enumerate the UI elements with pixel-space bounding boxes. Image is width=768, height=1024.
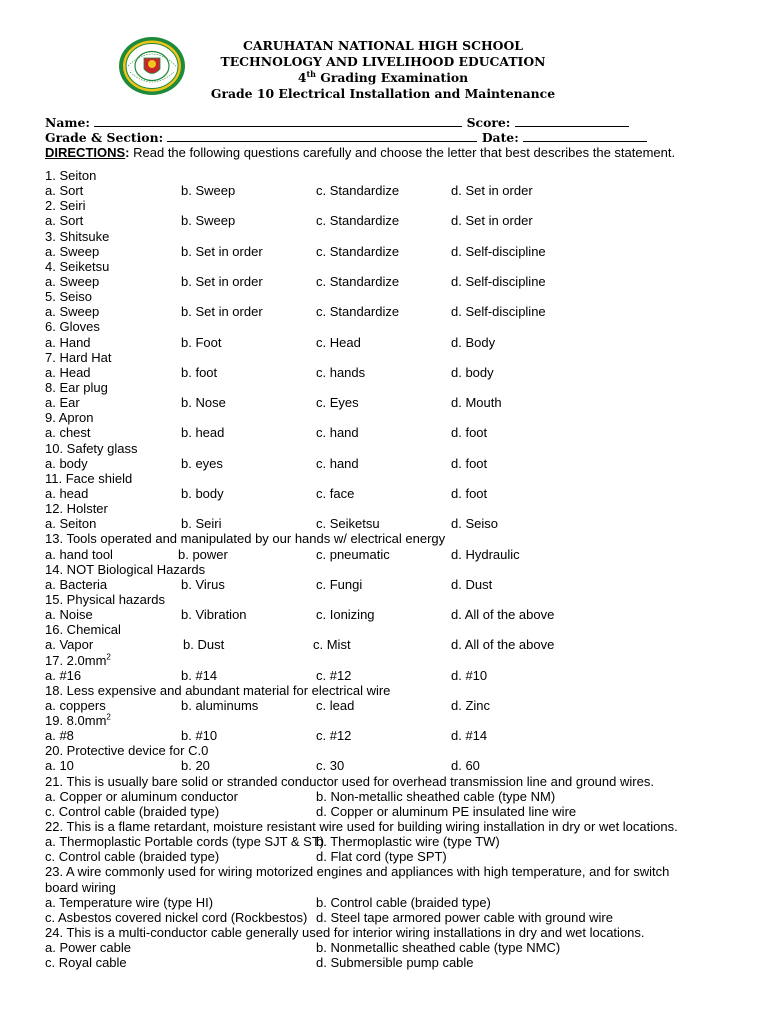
question-line bbox=[45, 229, 745, 244]
question-line bbox=[45, 441, 745, 456]
answer-choice[interactable]: a. Sweep bbox=[45, 273, 100, 289]
answer-choice[interactable]: b. foot bbox=[181, 364, 218, 380]
question-line bbox=[45, 531, 745, 546]
choice-row bbox=[45, 365, 745, 380]
answer-choice[interactable]: c. hands bbox=[316, 364, 366, 380]
answer-choice[interactable]: d. foot bbox=[451, 455, 488, 471]
grade-section-field[interactable] bbox=[167, 130, 477, 142]
exam-title-rest: Grading Examination bbox=[315, 70, 469, 85]
choice-row bbox=[45, 304, 745, 319]
question-text: 15. Physical hazards bbox=[45, 591, 165, 607]
date-field[interactable] bbox=[523, 130, 647, 142]
directions-colon: : bbox=[125, 145, 130, 160]
choice-row bbox=[45, 728, 745, 743]
choice-row bbox=[45, 637, 745, 652]
name-score-row bbox=[45, 115, 629, 130]
choice-row bbox=[45, 547, 745, 562]
answer-choice[interactable]: b. Non-metallic sheathed cable (type NM) bbox=[316, 788, 556, 804]
answer-choice[interactable]: b. body bbox=[181, 485, 224, 501]
question-line bbox=[45, 562, 745, 577]
answer-choice[interactable]: a. coppers bbox=[45, 697, 106, 713]
answer-choice[interactable]: b. aluminums bbox=[181, 697, 259, 713]
answer-choice[interactable]: d. Self-discipline bbox=[451, 243, 546, 259]
answer-choice[interactable]: d. #10 bbox=[451, 667, 488, 683]
choice-row bbox=[45, 804, 745, 819]
answer-choice[interactable]: c. Royal cable bbox=[45, 955, 127, 971]
question-line bbox=[45, 622, 745, 637]
question-text: 6. Gloves bbox=[45, 319, 100, 335]
exam-ordinal: 4 bbox=[297, 70, 307, 85]
answer-choice[interactable]: c. Fungi bbox=[316, 576, 363, 592]
answer-choice[interactable]: a. Hand bbox=[45, 334, 91, 350]
question-text: 4. Seiketsu bbox=[45, 258, 110, 274]
answer-choice[interactable]: b. Seiri bbox=[181, 516, 222, 532]
answer-choice[interactable]: b. Virus bbox=[181, 576, 225, 592]
answer-choice[interactable]: a. chest bbox=[45, 425, 91, 441]
question-line bbox=[45, 410, 745, 425]
answer-choice[interactable]: d. Copper or aluminum PE insulated line wire bbox=[316, 803, 577, 819]
choice-row bbox=[45, 486, 745, 501]
answer-choice[interactable]: a. body bbox=[45, 455, 88, 471]
question-line bbox=[45, 289, 745, 304]
choice-row bbox=[45, 834, 745, 849]
answer-choice[interactable]: a. Copper or aluminum conductor bbox=[45, 788, 238, 804]
answer-choice[interactable]: b. 20 bbox=[181, 758, 210, 774]
answer-choice[interactable]: c. Eyes bbox=[316, 395, 359, 411]
superscript: 2 bbox=[106, 712, 111, 722]
answer-choice[interactable]: b. Dust bbox=[183, 637, 225, 653]
question-text: 2. Seiri bbox=[45, 198, 86, 214]
answer-choice[interactable]: c. #12 bbox=[316, 728, 352, 744]
question-line bbox=[45, 864, 745, 879]
answer-choice[interactable]: a. Sweep bbox=[45, 304, 100, 320]
answer-choice[interactable]: a. Power cable bbox=[45, 940, 131, 956]
answer-choice[interactable]: c. Standardize bbox=[316, 183, 400, 199]
date-label: Date: bbox=[481, 130, 519, 145]
directions-text: Read the following questions carefully and choose the letter that best describes the statement. bbox=[129, 145, 676, 160]
question-text: 5. Seiso bbox=[45, 289, 92, 305]
question-text: 23. A wire commonly used for wiring motorized engines and appliances with high temperature, and for switch bbox=[45, 864, 670, 880]
answer-choice[interactable]: d. Self-discipline bbox=[451, 273, 546, 289]
choice-row bbox=[45, 789, 745, 804]
answer-choice[interactable]: c. Standardize bbox=[316, 273, 400, 289]
answer-choice[interactable]: c. Seiketsu bbox=[316, 516, 380, 532]
question-line bbox=[45, 653, 745, 668]
question-text: 22. This is a flame retardant, moisture resistant wire used for building wiring installation in dry or wet locations. bbox=[45, 819, 678, 835]
answer-choice[interactable]: a. #8 bbox=[45, 728, 74, 744]
answer-choice[interactable]: d. All of the above bbox=[451, 637, 555, 653]
answer-choice[interactable]: a. 10 bbox=[45, 758, 74, 774]
question-text: 9. Apron bbox=[45, 410, 94, 426]
question-line bbox=[45, 713, 745, 728]
answer-choice[interactable]: a. Bacteria bbox=[45, 576, 108, 592]
answer-choice[interactable]: b. Control cable (braided type) bbox=[316, 894, 491, 910]
answer-choice[interactable]: d. Body bbox=[451, 334, 496, 350]
question-line bbox=[45, 501, 745, 516]
answer-choice[interactable]: c. Mist bbox=[313, 637, 351, 653]
answer-choice[interactable]: c. #12 bbox=[316, 667, 352, 683]
answer-choice[interactable]: a. hand tool bbox=[45, 546, 113, 562]
question-text: 10. Safety glass bbox=[45, 440, 138, 456]
answer-choice[interactable]: b. Sweep bbox=[181, 183, 236, 199]
grade-date-row bbox=[45, 130, 647, 145]
question-text: 14. NOT Biological Hazards bbox=[45, 561, 206, 577]
answer-choice[interactable]: b. Nonmetallic sheathed cable (type NMC) bbox=[316, 940, 561, 956]
choice-row bbox=[45, 244, 745, 259]
question-line bbox=[45, 319, 745, 334]
answer-choice[interactable]: d. Submersible pump cable bbox=[316, 955, 474, 971]
answer-choice[interactable]: c. Standardize bbox=[316, 213, 400, 229]
question-list bbox=[45, 168, 745, 970]
choice-row bbox=[45, 456, 745, 471]
answer-choice[interactable]: d. Self-discipline bbox=[451, 304, 546, 320]
answer-choice[interactable]: c. Standardize bbox=[316, 243, 400, 259]
answer-choice[interactable]: c. 30 bbox=[316, 758, 345, 774]
directions bbox=[45, 145, 675, 160]
answer-choice[interactable]: d. #14 bbox=[451, 728, 488, 744]
exam-ordinal-suffix: th bbox=[306, 68, 316, 79]
subject-title: Grade 10 Electrical Installation and Maintenance bbox=[210, 86, 556, 101]
question-text: board wiring bbox=[45, 879, 116, 895]
answer-choice[interactable]: b. #10 bbox=[181, 728, 218, 744]
answer-choice[interactable]: a. Sort bbox=[45, 183, 84, 199]
answer-choice[interactable]: d. Set in order bbox=[451, 183, 533, 199]
choice-row bbox=[45, 955, 745, 970]
answer-choice[interactable]: a. Seiton bbox=[45, 516, 97, 532]
question-text: 24. This is a multi-conductor cable generally used for interior wiring installations in dry and wet locations. bbox=[45, 925, 645, 941]
answer-choice[interactable]: d. 60 bbox=[451, 758, 480, 774]
answer-choice[interactable]: c. pneumatic bbox=[316, 546, 390, 562]
question-text: 18. Less expensive and abundant material for electrical wire bbox=[45, 682, 391, 698]
question-text: 12. Holster bbox=[45, 501, 108, 517]
choice-row bbox=[45, 395, 745, 410]
question-text: 19. $8.0mm^2$ bbox=[45, 712, 111, 729]
exam-header bbox=[200, 38, 566, 102]
answer-choice[interactable]: a. Vapor bbox=[45, 637, 94, 653]
name-label: Name: bbox=[45, 115, 90, 130]
question-line bbox=[45, 350, 745, 365]
question-text: 11. Face shield bbox=[45, 470, 133, 486]
answer-choice[interactable]: c. lead bbox=[316, 697, 355, 713]
question-line bbox=[45, 380, 745, 395]
superscript: 2 bbox=[106, 652, 111, 662]
answer-choice[interactable]: b. Set in order bbox=[181, 243, 263, 259]
answer-choice[interactable]: c. Head bbox=[316, 334, 361, 350]
choice-row bbox=[45, 335, 745, 350]
answer-choice[interactable]: c. Asbestos covered nickel cord (Rockbestos) bbox=[45, 909, 308, 925]
answer-choice[interactable]: d. Zinc bbox=[451, 697, 491, 713]
answer-choice[interactable]: a. Sweep bbox=[45, 243, 100, 259]
question-text: 7. Hard Hat bbox=[45, 349, 112, 365]
choice-row bbox=[45, 607, 745, 622]
answer-choice[interactable]: c. Standardize bbox=[316, 304, 400, 320]
answer-choice[interactable]: d. Seiso bbox=[451, 516, 498, 532]
school-name: CARUHATAN NATIONAL HIGH SCHOOL bbox=[243, 38, 523, 53]
answer-choice[interactable]: a. Sort bbox=[45, 213, 84, 229]
question-line bbox=[45, 259, 745, 274]
answer-choice[interactable]: d. All of the above bbox=[451, 607, 555, 623]
answer-choice[interactable]: a. Temperature wire (type HI) bbox=[45, 894, 214, 910]
question-line bbox=[45, 743, 745, 758]
answer-choice[interactable]: d. foot bbox=[451, 425, 488, 441]
answer-choice[interactable]: b. Thermoplastic wire (type TW) bbox=[316, 834, 500, 850]
question-line bbox=[45, 880, 745, 895]
answer-choice[interactable]: a. Thermoplastic Portable cords (type SJT & ST) bbox=[45, 834, 325, 850]
answer-choice[interactable]: c. Control cable (braided type) bbox=[45, 849, 220, 865]
question-line bbox=[45, 471, 745, 486]
answer-choice[interactable]: b. Set in order bbox=[181, 304, 263, 320]
question-line bbox=[45, 925, 745, 940]
answer-choice[interactable]: d. Dust bbox=[451, 576, 493, 592]
answer-choice[interactable]: b. #14 bbox=[181, 667, 218, 683]
answer-choice[interactable]: b. Vibration bbox=[181, 607, 247, 623]
question-text: 21. This is usually bare solid or stranded conductor used for overhead transmission line and ground wires. bbox=[45, 773, 654, 789]
score-label: Score: bbox=[466, 115, 511, 130]
answer-choice[interactable]: b. Sweep bbox=[181, 213, 236, 229]
answer-choice[interactable]: d. Flat cord (type SPT) bbox=[316, 849, 447, 865]
answer-choice[interactable]: b. head bbox=[181, 425, 225, 441]
answer-choice[interactable]: a. #16 bbox=[45, 667, 82, 683]
choice-row bbox=[45, 698, 745, 713]
answer-choice[interactable]: c. hand bbox=[316, 425, 359, 441]
choice-row bbox=[45, 516, 745, 531]
school-seal-logo bbox=[118, 36, 186, 96]
choice-row bbox=[45, 910, 745, 925]
answer-choice[interactable]: d. foot bbox=[451, 485, 488, 501]
answer-choice[interactable]: d. Mouth bbox=[451, 395, 502, 411]
choice-row bbox=[45, 895, 745, 910]
question-text: 16. Chemical bbox=[45, 622, 121, 638]
answer-choice[interactable]: d. Set in order bbox=[451, 213, 533, 229]
choice-row bbox=[45, 577, 745, 592]
department-name: TECHNOLOGY AND LIVELIHOOD EDUCATION bbox=[220, 54, 546, 69]
answer-choice[interactable]: d. Hydraulic bbox=[451, 546, 520, 562]
answer-choice[interactable]: b. Set in order bbox=[181, 273, 263, 289]
score-field[interactable] bbox=[515, 115, 629, 127]
exam-title bbox=[200, 70, 566, 86]
answer-choice[interactable]: d. body bbox=[451, 364, 494, 380]
answer-choice[interactable]: a. Noise bbox=[45, 607, 93, 623]
name-field[interactable] bbox=[94, 115, 462, 127]
choice-row bbox=[45, 183, 745, 198]
question-text: 3. Shitsuke bbox=[45, 228, 110, 244]
question-line bbox=[45, 819, 745, 834]
question-text: 17. $2.0mm^2$ bbox=[45, 652, 111, 668]
answer-choice[interactable]: a. Ear bbox=[45, 395, 80, 411]
question-line bbox=[45, 168, 745, 183]
question-line bbox=[45, 592, 745, 607]
answer-choice[interactable]: a. Head bbox=[45, 364, 91, 380]
question-line bbox=[45, 774, 745, 789]
choice-row bbox=[45, 425, 745, 440]
choice-row bbox=[45, 668, 745, 683]
choice-row bbox=[45, 758, 745, 773]
question-text: 20. Protective device for C.0 bbox=[45, 743, 209, 759]
answer-choice[interactable]: c. Control cable (braided type) bbox=[45, 803, 220, 819]
question-text: 8. Ear plug bbox=[45, 379, 108, 395]
answer-choice[interactable]: d. Steel tape armored power cable with ground wire bbox=[316, 909, 613, 925]
choice-row bbox=[45, 274, 745, 289]
question-text: 1. Seiton bbox=[45, 168, 97, 183]
answer-choice[interactable]: a. head bbox=[45, 485, 89, 501]
question-text: 13. Tools operated and manipulated by our hands w/ electrical energy bbox=[45, 531, 446, 547]
choice-row bbox=[45, 849, 745, 864]
answer-choice[interactable]: c. face bbox=[316, 485, 355, 501]
answer-choice[interactable]: c. Ionizing bbox=[316, 607, 375, 623]
answer-choice[interactable]: b. eyes bbox=[181, 455, 223, 471]
answer-choice[interactable]: b. Foot bbox=[181, 334, 222, 350]
choice-row bbox=[45, 940, 745, 955]
question-line bbox=[45, 198, 745, 213]
directions-label: DIRECTIONS bbox=[45, 145, 126, 160]
grade-section-label: Grade & Section: bbox=[45, 130, 164, 145]
answer-choice[interactable]: c. hand bbox=[316, 455, 359, 471]
question-line bbox=[45, 683, 745, 698]
answer-choice[interactable]: b. power bbox=[178, 546, 228, 562]
answer-choice[interactable]: b. Nose bbox=[181, 395, 226, 411]
choice-row bbox=[45, 213, 745, 228]
